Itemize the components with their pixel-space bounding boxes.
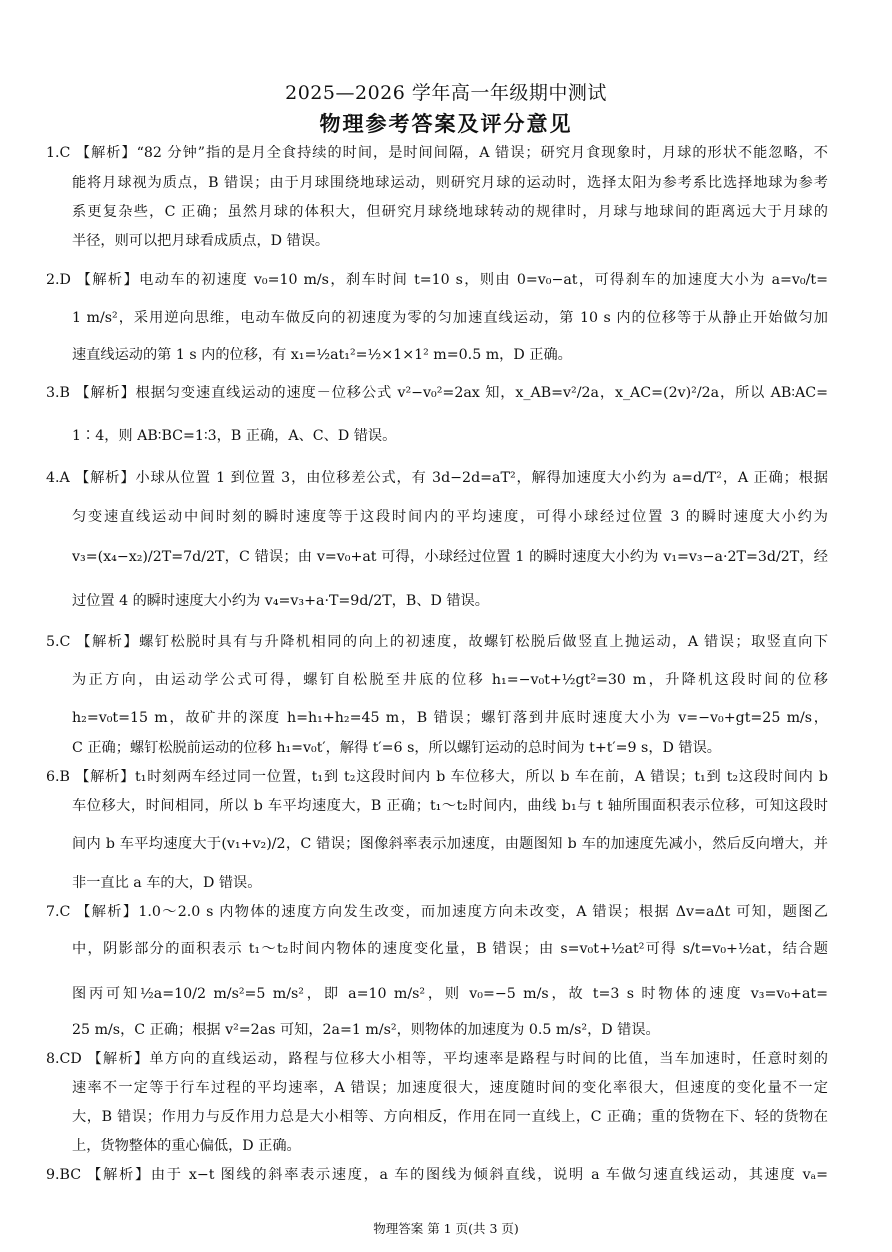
answer-line: 2.D 【解析】电动车的初速度 v₀=10 m/s，刹车时间 t=10 s，则由 0=v₀−at，可得刹车的加速度大小为 a=v₀/t= [46,272,828,288]
answer-line: 速直线运动的第 1 s 内的位移，有 x₁=½at₁²=½×1×1² m=0.5 m，D 正确。 [72,347,572,363]
answer-line: 9.BC 【解析】由于 x−t 图线的斜率表示速度，a 车的图线为倾斜直线，说明 a 车做匀速直线运动，其速度 vₐ= [46,1167,828,1183]
answer-line: 7.C 【解析】1.0～2.0 s 内物体的速度方向发生改变，而加速度方向未改变，A 错误；根据 Δv=aΔt 可知，题图乙 [46,904,828,920]
answer-line: C 正确；螺钉松脱前运动的位移 h₁=v₀t′，解得 t′=6 s，所以螺钉运动的总时间为 t+t′=9 s，D 错误。 [72,740,721,756]
answer-line: 1 m/s²，采用逆向思维，电动车做反向的初速度为零的匀加速直线运动，第 10 s 内的位移等于从静止开始做匀加 [72,310,828,326]
answer-line: h₂=v₀t=15 m，故矿井的深度 h=h₁+h₂=45 m，B 错误；螺钉落到井底时速度大小为 v=−v₀+gt=25 m/s， [72,710,828,726]
answer-line: 非一直比 a 车的大，D 错误。 [72,875,262,891]
answer-line: 过位置 4 的瞬时速度大小约为 v₄=v₃+a·T=9d/2T，B、D 错误。 [72,593,489,609]
answer-line: 6.B 【解析】t₁时刻两车经过同一位置，t₁到 t₂这段时间内 b 车位移大，所以 b 车在前，A 错误；t₁到 t₂这段时间内 b [46,769,828,785]
answer-line: 上，货物整体的重心偏低，D 正确。 [72,1138,301,1154]
answer-line: v₃=(x₄−x₂)/2T=7d/2T，C 错误；由 v=v₀+at 可得，小球经过位置 1 的瞬时速度大小约为 v₁=v₃−a·2T=3d/2T，经 [72,549,828,565]
answer-line: 系更复杂些，C 正确；虽然月球的体积大，但研究月球绕地球转动的规律时，月球与地球间的距离远大于月球的 [72,204,828,220]
answer-line: 25 m/s，C 正确；根据 v²=2as 可知，2a=1 m/s²，则物体的加速度为 0.5 m/s²，D 错误。 [72,1022,660,1038]
answer-line: 半径，则可以把月球看成质点，D 错误。 [72,233,330,249]
answer-line: 间内 b 车平均速度大于(v₁+v₂)/2，C 错误；图像斜率表示加速度，由题图知 b 车的加速度先减小，然后反向增大，并 [72,836,828,852]
answer-line: 8.CD 【解析】单方向的直线运动，路程与位移大小相等，平均速率是路程与时间的比值，当车加速时，任意时刻的 [46,1051,828,1067]
answer-line: 3.B 【解析】根据匀变速直线运动的速度－位移公式 v²−v₀²=2ax 知，x_AB=v²/2a，x_AC=(2v)²/2a，所以 AB∶AC= [46,385,828,401]
answer-line: 5.C 【解析】螺钉松脱时具有与升降机相同的向上的初速度，故螺钉松脱后做竖直上抛运动，A 错误；取竖直向下 [46,634,828,650]
answer-line: 大，B 错误；作用力与反作用力总是大小相等、方向相反，作用在同一直线上，C 正确；重的货物在下、轻的货物在 [72,1109,828,1125]
answer-line: 车位移大，时间相同，所以 b 车平均速度大，B 正确；t₁～t₂时间内，曲线 b₁与 t 轴所围面积表示位移，可知这段时 [72,798,828,814]
answer-line: 中，阴影部分的面积表示 t₁～t₂时间内物体的速度变化量，B 错误；由 s=v₀t+½at²可得 s/t=v₀+½at，结合题 [72,941,828,957]
page-footer: 物理答案 第 1 页(共 3 页) [373,1221,519,1236]
answer-line: 1∶4，则 AB∶BC=1∶3，B 正确，A、C、D 错误。 [72,428,397,444]
answer-line: 速率不一定等于行车过程的平均速率，A 错误；加速度很大，速度随时间的变化率很大，但速度的变化量不一定 [72,1080,828,1096]
exam-title: 2025—2026 学年高一年级期中测试 [285,82,607,104]
answer-line: 图丙可知½a=10/2 m/s²=5 m/s²，即 a=10 m/s²，则 v₀=−5 m/s，故 t=3 s 时物体的速度 v₃=v₀+at= [72,986,828,1002]
answer-line: 能将月球视为质点，B 错误；由于月球围绕地球运动，则研究月球的运动时，选择太阳为参考系比选择地球为参考 [72,175,828,191]
answer-line: 匀变速直线运动中间时刻的瞬时速度等于这段时间内的平均速度，可得小球经过位置 3 的瞬时速度大小约为 [72,509,828,525]
answer-line: 1.C 【解析】“82 分钟”指的是月全食持续的时间，是时间间隔，A 错误；研究月食现象时，月球的形状不能忽略，不 [46,145,828,161]
answer-subtitle: 物理参考答案及评分意见 [319,111,573,136]
answer-line: 4.A 【解析】小球从位置 1 到位置 3，由位移差公式，有 3d−2d=aT²，解得加速度大小约为 a=d/T²，A 正确；根据 [46,470,828,486]
answer-line: 为正方向，由运动学公式可得，螺钉自松脱至井底的位移 h₁=−v₀t+½gt²=30 m，升降机这段时间的位移 [72,672,828,688]
